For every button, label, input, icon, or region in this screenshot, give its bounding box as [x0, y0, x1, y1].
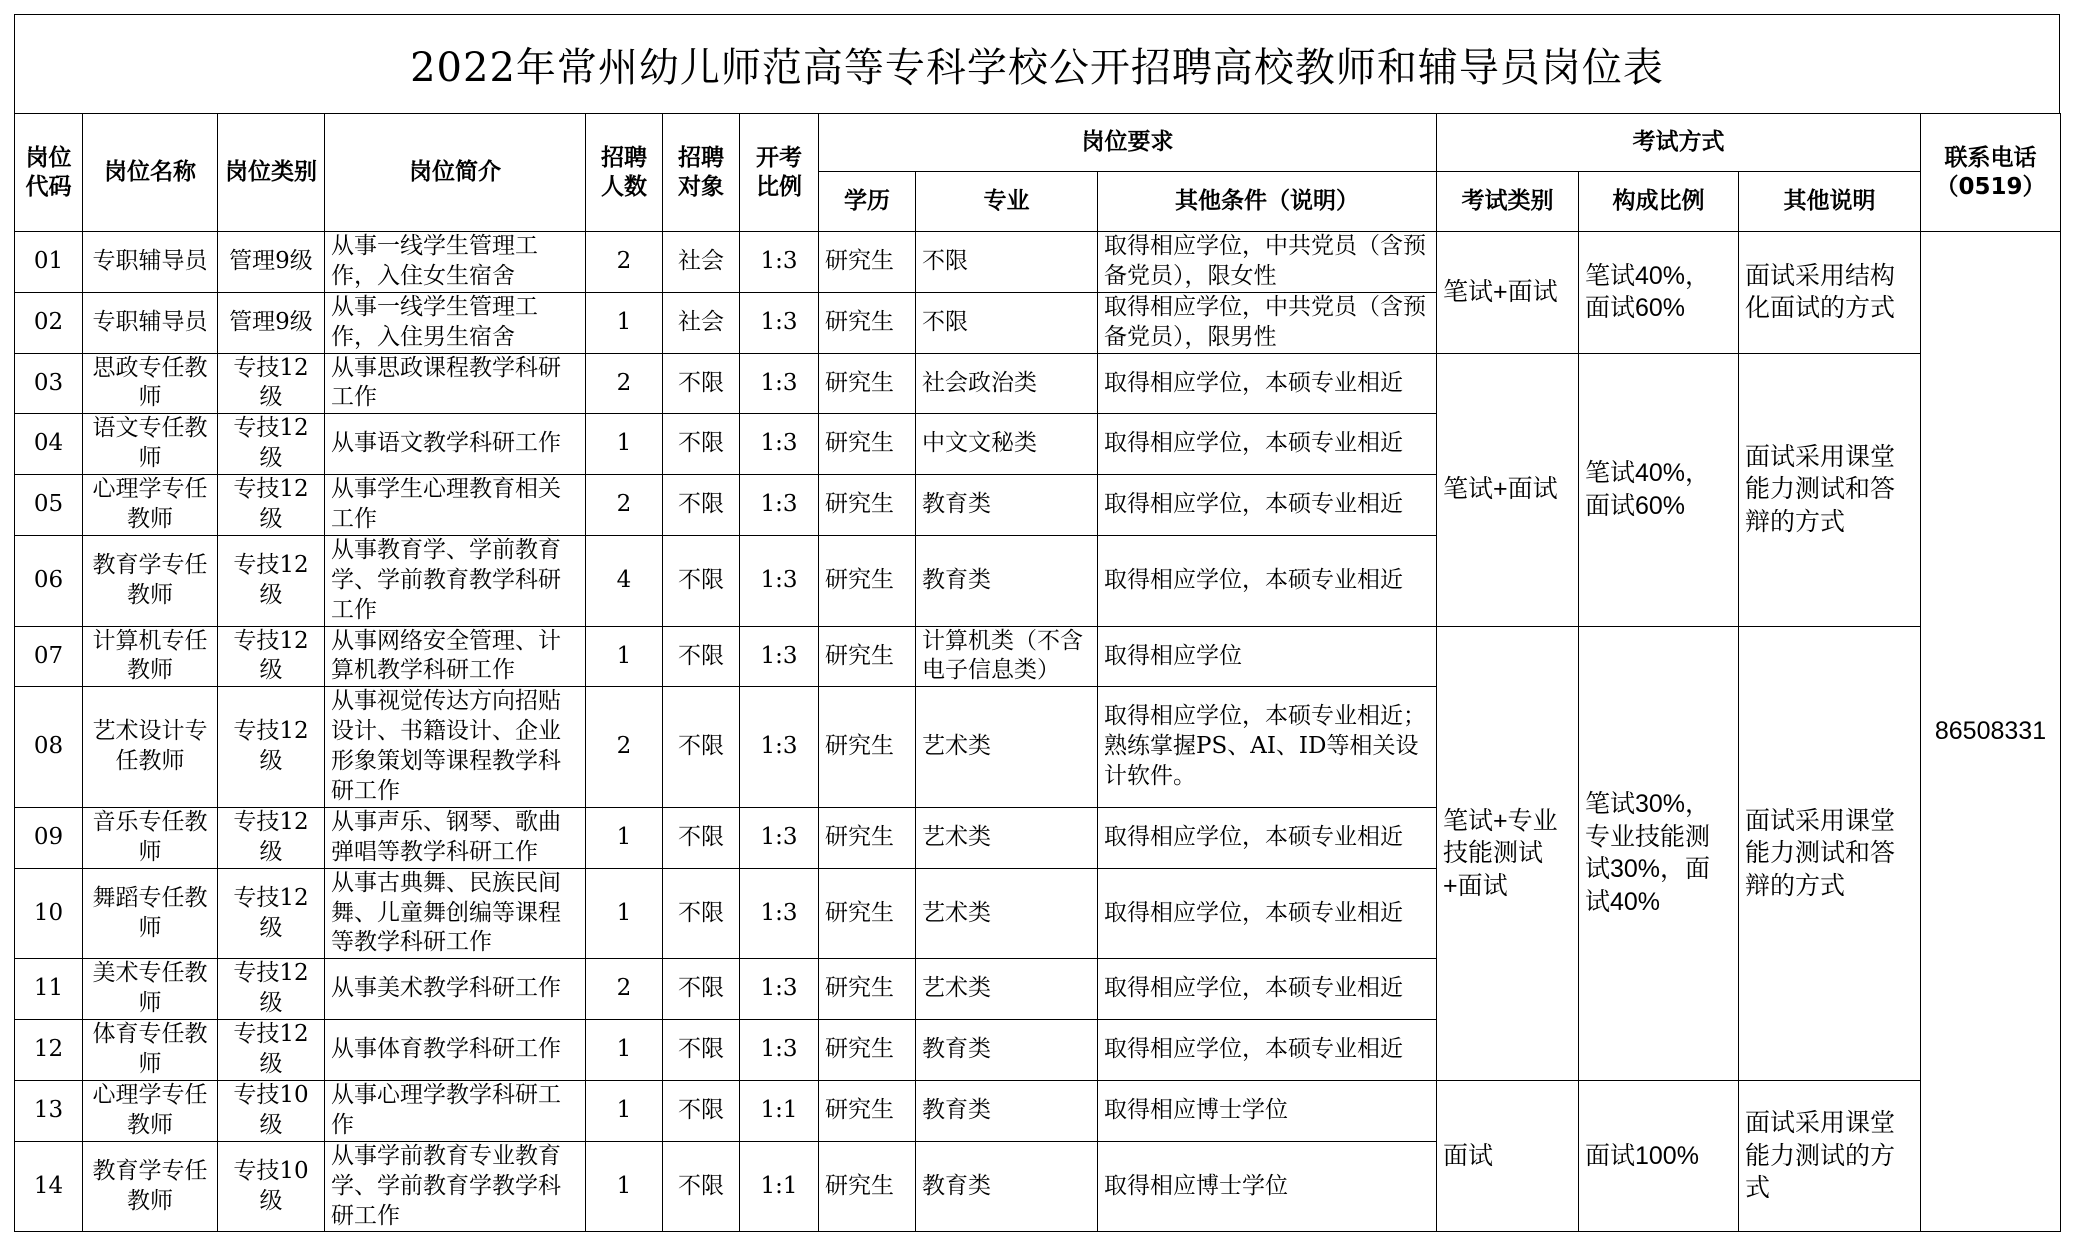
- header-other-notes: 其他说明: [1739, 172, 1921, 232]
- exam-ratio: 1:3: [740, 475, 819, 536]
- education: 研究生: [819, 1141, 916, 1232]
- major: 不限: [916, 292, 1098, 353]
- header-code: 岗位代码: [15, 114, 83, 232]
- major: 教育类: [916, 1141, 1098, 1232]
- position-category: 专技12级: [218, 959, 325, 1020]
- exam-type: 笔试+专业技能测试+面试: [1437, 626, 1579, 1080]
- education: 研究生: [819, 626, 916, 687]
- education: 研究生: [819, 292, 916, 353]
- table-row: [15, 626, 2061, 687]
- other-notes: 面试采用结构化面试的方式: [1739, 232, 1921, 354]
- position-category: 专技12级: [218, 626, 325, 687]
- other-conditions: 取得相应学位，本硕专业相近: [1098, 868, 1437, 959]
- table-row: [15, 232, 2061, 293]
- header-name: 岗位名称: [83, 114, 218, 232]
- header-requirements: 岗位要求: [819, 114, 1437, 172]
- position-category: 专技10级: [218, 1080, 325, 1141]
- education: 研究生: [819, 232, 916, 293]
- header-phone: 联系电话 （0519）: [1921, 114, 2061, 232]
- recruit-target: 社会: [663, 292, 740, 353]
- major: 社会政治类: [916, 353, 1098, 414]
- recruit-target: 不限: [663, 868, 740, 959]
- exam-type: 面试: [1437, 1080, 1579, 1231]
- major: 教育类: [916, 1020, 1098, 1081]
- position-intro: 从事心理学教学科研工作: [325, 1080, 586, 1141]
- other-conditions: 取得相应学位，中共党员（含预备党员），限男性: [1098, 292, 1437, 353]
- recruit-count: 2: [586, 475, 663, 536]
- composition: 面试100%: [1579, 1080, 1739, 1231]
- position-intro: 从事视觉传达方向招贴设计、书籍设计、企业形象策划等课程教学科研工作: [325, 687, 586, 808]
- recruit-count: 1: [586, 626, 663, 687]
- position-code: 11: [15, 959, 83, 1020]
- position-intro: 从事体育教学科研工作: [325, 1020, 586, 1081]
- exam-ratio: 1:3: [740, 535, 819, 626]
- major: 计算机类（不含电子信息类）: [916, 626, 1098, 687]
- position-name: 专职辅导员: [83, 232, 218, 293]
- header-exam-method: 考试方式: [1437, 114, 1921, 172]
- position-intro: 从事声乐、钢琴、歌曲弹唱等教学科研工作: [325, 807, 586, 868]
- position-name: 心理学专任教师: [83, 475, 218, 536]
- position-name: 思政专任教师: [83, 353, 218, 414]
- education: 研究生: [819, 1080, 916, 1141]
- major: 艺术类: [916, 687, 1098, 808]
- exam-ratio: 1:3: [740, 687, 819, 808]
- position-code: 07: [15, 626, 83, 687]
- position-code: 10: [15, 868, 83, 959]
- position-name: 美术专任教师: [83, 959, 218, 1020]
- position-name: 教育学专任教师: [83, 535, 218, 626]
- position-category: 专技10级: [218, 1141, 325, 1232]
- exam-ratio: 1:3: [740, 1020, 819, 1081]
- other-notes: 面试采用课堂能力测试和答辩的方式: [1739, 626, 1921, 1080]
- position-category: 专技12级: [218, 475, 325, 536]
- position-intro: 从事学生心理教育相关工作: [325, 475, 586, 536]
- recruit-target: 社会: [663, 232, 740, 293]
- other-conditions: 取得相应学位，本硕专业相近；熟练掌握PS、AI、ID等相关设计软件。: [1098, 687, 1437, 808]
- education: 研究生: [819, 535, 916, 626]
- position-intro: 从事语文教学科研工作: [325, 414, 586, 475]
- position-intro: 从事思政课程教学科研工作: [325, 353, 586, 414]
- recruit-target: 不限: [663, 807, 740, 868]
- composition: 笔试30%，专业技能测试30%，面试40%: [1579, 626, 1739, 1080]
- recruit-target: 不限: [663, 535, 740, 626]
- other-notes: 面试采用课堂能力测试和答辩的方式: [1739, 353, 1921, 626]
- position-category: 专技12级: [218, 687, 325, 808]
- position-category: 专技12级: [218, 535, 325, 626]
- header-exam-type: 考试类别: [1437, 172, 1579, 232]
- position-name: 音乐专任教师: [83, 807, 218, 868]
- recruit-target: 不限: [663, 475, 740, 536]
- position-name: 体育专任教师: [83, 1020, 218, 1081]
- recruit-target: 不限: [663, 959, 740, 1020]
- position-name: 心理学专任教师: [83, 1080, 218, 1141]
- position-intro: 从事学前教育专业教育学、学前教育学教学科研工作: [325, 1141, 586, 1232]
- position-intro: 从事一线学生管理工作，入住女生宿舍: [325, 232, 586, 293]
- education: 研究生: [819, 475, 916, 536]
- other-conditions: 取得相应学位，本硕专业相近: [1098, 959, 1437, 1020]
- position-code: 08: [15, 687, 83, 808]
- header-composition: 构成比例: [1579, 172, 1739, 232]
- table-row: [15, 1080, 2061, 1141]
- recruit-count: 1: [586, 1020, 663, 1081]
- position-intro: 从事美术教学科研工作: [325, 959, 586, 1020]
- position-intro: 从事网络安全管理、计算机教学科研工作: [325, 626, 586, 687]
- major: 教育类: [916, 535, 1098, 626]
- position-intro: 从事教育学、学前教育学、学前教育教学科研工作: [325, 535, 586, 626]
- position-category: 专技12级: [218, 1020, 325, 1081]
- position-code: 06: [15, 535, 83, 626]
- recruit-count: 1: [586, 292, 663, 353]
- position-code: 03: [15, 353, 83, 414]
- position-name: 专职辅导员: [83, 292, 218, 353]
- position-name: 舞蹈专任教师: [83, 868, 218, 959]
- position-code: 05: [15, 475, 83, 536]
- education: 研究生: [819, 959, 916, 1020]
- exam-ratio: 1:1: [740, 1141, 819, 1232]
- major: 艺术类: [916, 868, 1098, 959]
- major: 艺术类: [916, 807, 1098, 868]
- education: 研究生: [819, 868, 916, 959]
- major: 教育类: [916, 1080, 1098, 1141]
- position-category: 专技12级: [218, 807, 325, 868]
- exam-type: 笔试+面试: [1437, 353, 1579, 626]
- other-conditions: 取得相应博士学位: [1098, 1141, 1437, 1232]
- position-code: 14: [15, 1141, 83, 1232]
- position-category: 专技12级: [218, 414, 325, 475]
- position-code: 01: [15, 232, 83, 293]
- exam-ratio: 1:3: [740, 353, 819, 414]
- recruit-count: 2: [586, 959, 663, 1020]
- recruit-count: 1: [586, 414, 663, 475]
- recruit-count: 4: [586, 535, 663, 626]
- recruit-count: 1: [586, 1080, 663, 1141]
- recruit-count: 2: [586, 687, 663, 808]
- recruit-count: 2: [586, 353, 663, 414]
- recruit-target: 不限: [663, 353, 740, 414]
- position-category: 专技12级: [218, 868, 325, 959]
- exam-ratio: 1:3: [740, 232, 819, 293]
- recruit-count: 1: [586, 1141, 663, 1232]
- header-count: 招聘人数: [586, 114, 663, 232]
- education: 研究生: [819, 414, 916, 475]
- other-conditions: 取得相应学位，本硕专业相近: [1098, 535, 1437, 626]
- exam-ratio: 1:3: [740, 626, 819, 687]
- header-major: 专业: [916, 172, 1098, 232]
- recruit-count: 1: [586, 807, 663, 868]
- header-target: 招聘对象: [663, 114, 740, 232]
- position-code: 13: [15, 1080, 83, 1141]
- recruit-count: 2: [586, 232, 663, 293]
- major: 教育类: [916, 475, 1098, 536]
- recruitment-sheet: [14, 14, 2060, 1232]
- major: 艺术类: [916, 959, 1098, 1020]
- education: 研究生: [819, 353, 916, 414]
- contact-phone: 86508331: [1921, 232, 2061, 1232]
- other-conditions: 取得相应博士学位: [1098, 1080, 1437, 1141]
- education: 研究生: [819, 807, 916, 868]
- header-category: 岗位类别: [218, 114, 325, 232]
- position-category: 管理9级: [218, 232, 325, 293]
- header-education: 学历: [819, 172, 916, 232]
- position-intro: 从事一线学生管理工作，入住男生宿舍: [325, 292, 586, 353]
- composition: 笔试40%，面试60%: [1579, 353, 1739, 626]
- sheet-title: 2022年常州幼儿师范高等专科学校公开招聘高校教师和辅导员岗位表: [14, 14, 2060, 113]
- exam-ratio: 1:1: [740, 1080, 819, 1141]
- other-conditions: 取得相应学位，本硕专业相近: [1098, 1020, 1437, 1081]
- recruit-target: 不限: [663, 626, 740, 687]
- position-code: 04: [15, 414, 83, 475]
- major: 不限: [916, 232, 1098, 293]
- header-intro: 岗位简介: [325, 114, 586, 232]
- table-row: [15, 353, 2061, 414]
- position-name: 语文专任教师: [83, 414, 218, 475]
- position-code: 12: [15, 1020, 83, 1081]
- other-conditions: 取得相应学位，本硕专业相近: [1098, 353, 1437, 414]
- exam-type: 笔试+面试: [1437, 232, 1579, 354]
- position-category: 管理9级: [218, 292, 325, 353]
- position-category: 专技12级: [218, 353, 325, 414]
- position-name: 计算机专任教师: [83, 626, 218, 687]
- table-body: [15, 232, 2061, 1232]
- header-ratio: 开考比例: [740, 114, 819, 232]
- recruit-target: 不限: [663, 687, 740, 808]
- other-notes: 面试采用课堂能力测试的方式: [1739, 1080, 1921, 1231]
- position-code: 09: [15, 807, 83, 868]
- education: 研究生: [819, 687, 916, 808]
- recruit-target: 不限: [663, 1141, 740, 1232]
- recruit-target: 不限: [663, 1020, 740, 1081]
- other-conditions: 取得相应学位: [1098, 626, 1437, 687]
- position-code: 02: [15, 292, 83, 353]
- exam-ratio: 1:3: [740, 959, 819, 1020]
- composition: 笔试40%，面试60%: [1579, 232, 1739, 354]
- header-other-conditions: 其他条件（说明）: [1098, 172, 1437, 232]
- position-name: 艺术设计专任教师: [83, 687, 218, 808]
- other-conditions: 取得相应学位，本硕专业相近: [1098, 475, 1437, 536]
- exam-ratio: 1:3: [740, 292, 819, 353]
- exam-ratio: 1:3: [740, 807, 819, 868]
- recruit-target: 不限: [663, 1080, 740, 1141]
- recruit-count: 1: [586, 868, 663, 959]
- position-name: 教育学专任教师: [83, 1141, 218, 1232]
- recruit-target: 不限: [663, 414, 740, 475]
- other-conditions: 取得相应学位，本硕专业相近: [1098, 807, 1437, 868]
- other-conditions: 取得相应学位，本硕专业相近: [1098, 414, 1437, 475]
- major: 中文文秘类: [916, 414, 1098, 475]
- exam-ratio: 1:3: [740, 414, 819, 475]
- exam-ratio: 1:3: [740, 868, 819, 959]
- positions-table: [14, 113, 2061, 1232]
- other-conditions: 取得相应学位，中共党员（含预备党员），限女性: [1098, 232, 1437, 293]
- position-intro: 从事古典舞、民族民间舞、儿童舞创编等课程等教学科研工作: [325, 868, 586, 959]
- education: 研究生: [819, 1020, 916, 1081]
